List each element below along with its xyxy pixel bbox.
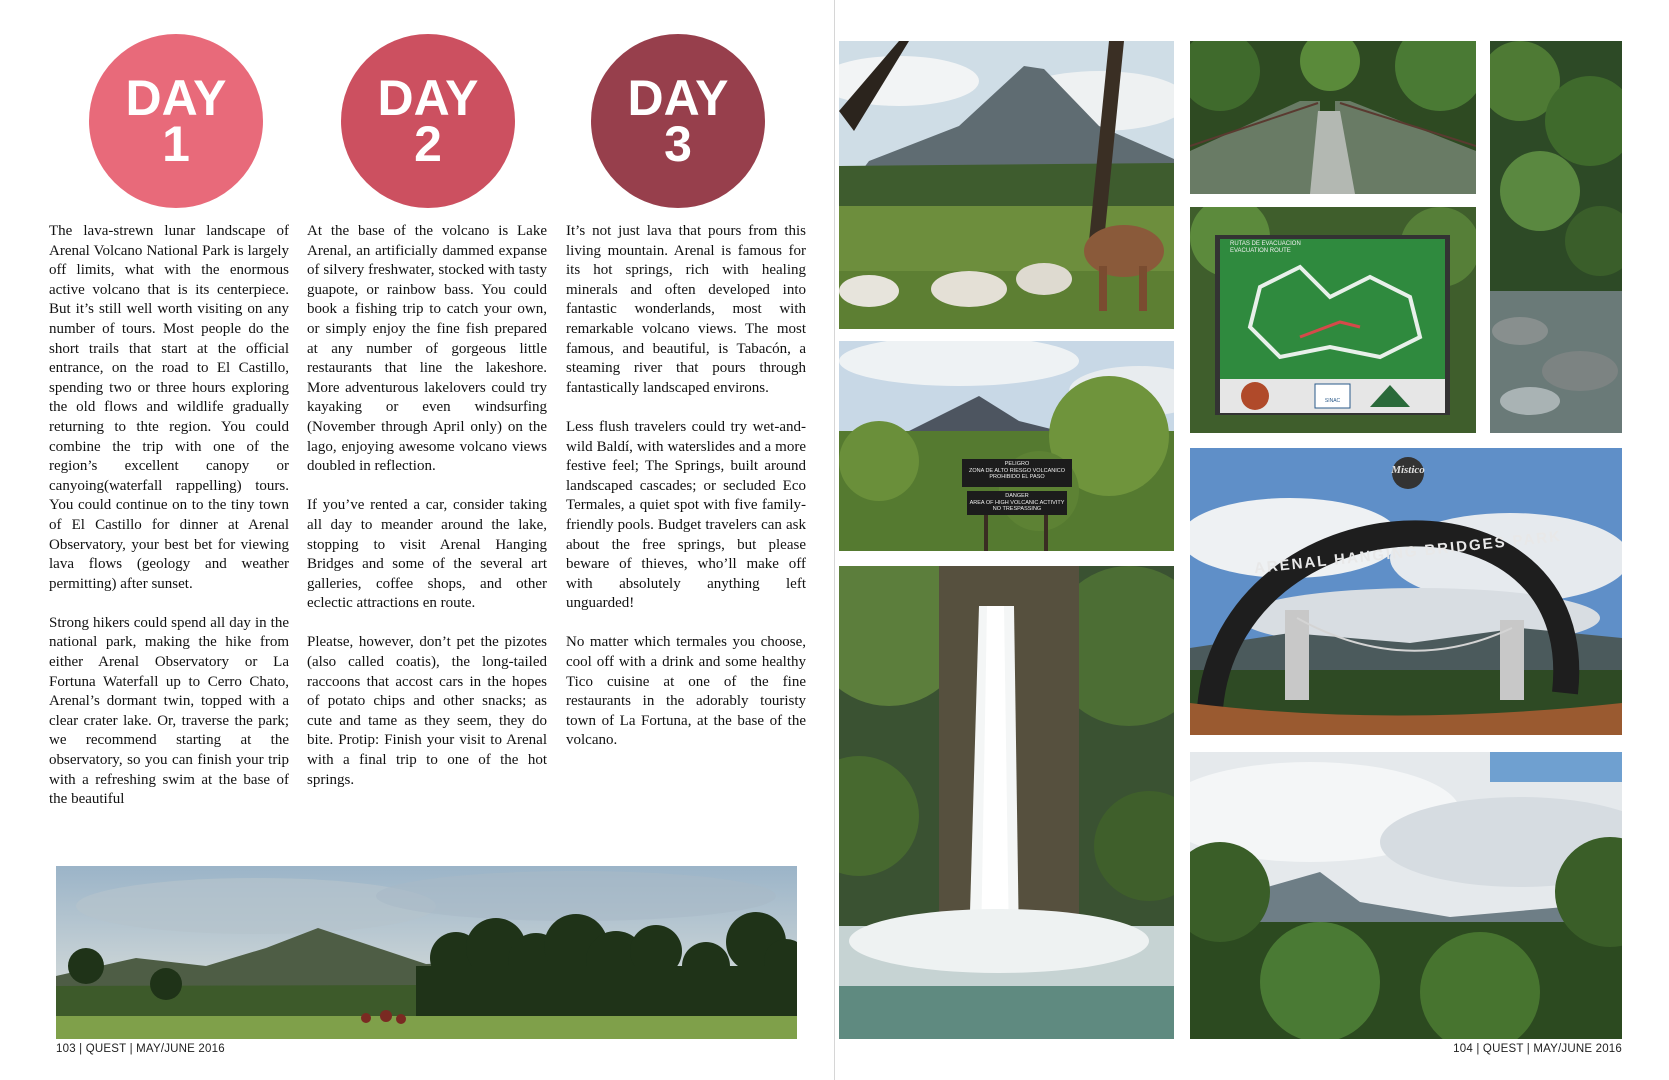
waterfall-photo xyxy=(839,566,1174,1039)
sign-text: PELIGRO xyxy=(1004,461,1030,467)
sinac-logo-text: SINAC xyxy=(1324,398,1341,404)
evacuation-map-photo xyxy=(1190,207,1476,433)
sign-text: EVACUATION ROUTE xyxy=(1230,248,1291,254)
rainforest-valley-photo xyxy=(1190,752,1622,1039)
footer-left-page-number: 103 | QUEST | MAY/JUNE 2016 xyxy=(56,1043,225,1055)
page-divider xyxy=(834,0,835,1080)
volcanic-zone-sign-top xyxy=(962,459,1072,489)
article-column-1 xyxy=(49,222,289,829)
volcanic-zone-sign-bottom xyxy=(967,491,1067,517)
sign-text: DANGER xyxy=(1005,493,1029,499)
article-paragraph: Strong hikers could spend all day in the national park, making the hike from either Arenal Observatory or La Fortuna Waterfall up to Cerro Chato, Arenal’s dormant twin, topped with a clear crater lake. Or, traverse the park; we recommend starting at the observatory, so you can finish your trip with a refreshing swim at the base of the beautiful xyxy=(49,614,289,808)
day-2-badge xyxy=(341,34,515,208)
article-paragraph: Less flush travelers could try wet-and-wild Baldí, with waterslides and a more festive feel; The Springs, built around landscaped cascades; or secluded Eco Termales, a quiet spot with five family-friendly pools. Budget travelers can ask about the free springs, but please beware of thieves, who’ll make off with absolutely anything left unguarded! xyxy=(566,418,806,612)
hanging-bridges-park-photo xyxy=(1190,448,1622,735)
hanging-bridge-photo xyxy=(1190,41,1476,194)
day-1-word: DAY xyxy=(125,70,227,126)
article-column-2 xyxy=(307,222,547,810)
article-paragraph: No matter which termales you choose, cool off with a drink and some healthy Tico cuisine at one of the fine restaurants in the adorably touristy town of La Fortuna, at the base of the volcano. xyxy=(566,634,806,749)
panorama-volcano-photo xyxy=(56,866,797,1039)
sign-text: NO TRESPASSING xyxy=(992,506,1042,512)
danger-sign-photo xyxy=(839,341,1174,551)
article-paragraph: At the base of the volcano is Lake Arenal, an artificially dammed expanse of silvery freshwater, stocked with tasty guapote, or rainbow bass. You could book a fishing trip to catch your own, or simply enjoy the fine fish prepared at any number of gorgeous little restaurants that line the lakeshore. More adventurous lakelovers could try kayaking or even windsurfing (November through April only) on the lago, enjoying awesome volcano views doubled in reflection. xyxy=(307,223,547,475)
forest-river-photo xyxy=(1490,41,1622,433)
evacuation-sign-title xyxy=(1230,241,1301,255)
day-1-number: 1 xyxy=(162,116,190,172)
sign-text: PROHIBIDO EL PASO xyxy=(989,474,1045,480)
day-3-word: DAY xyxy=(627,70,729,126)
footer-right-page-number: 104 | QUEST | MAY/JUNE 2016 xyxy=(1453,1043,1622,1055)
article-column-3 xyxy=(566,222,806,771)
day-1-badge xyxy=(89,34,263,208)
article-paragraph: It’s not just lava that pours from this living mountain. Arenal is famous for its hot springs, rich with healing minerals and often developed into fantastic wonderlands, most with remarkable volcano views. The most famous, and beautiful, is Tabacón, a steaming river that pours through fantastically landscaped environs. xyxy=(566,223,806,396)
mistico-logo: Mistico xyxy=(1391,464,1425,476)
day-3-number: 3 xyxy=(664,116,692,172)
bridges-park-arch-text: ARENAL HANGING BRIDGES PARK xyxy=(1253,527,1563,578)
article-paragraph: If you’ve rented a car, consider taking all day to meander around the lake, stopping to visit Arenal Hanging Bridges and some of the several art galleries, coffee shops, and other eclectic attractions en route. xyxy=(307,497,547,612)
sign-text: RUTAS DE EVACUACION xyxy=(1230,241,1301,247)
day-2-word: DAY xyxy=(377,70,479,126)
day-2-number: 2 xyxy=(414,116,442,172)
sign-text: ZONA DE ALTO RIESGO VOLCANICO xyxy=(968,467,1066,474)
volcano-cows-photo xyxy=(839,41,1174,329)
day-3-badge xyxy=(591,34,765,208)
article-paragraph: Pleatse, however, don’t pet the pizotes (also called coatis), the long-tailed raccoons that accost cars in the hopes of potato chips and other snacks; as cute and tame as they seem, they do bite. Protip: Finish your visit to Arenal with a final trip to one of the hot springs. xyxy=(307,634,547,788)
sign-text: AREA OF HIGH VOLCANIC ACTIVITY xyxy=(969,499,1065,506)
article-paragraph: The lava-strewn lunar landscape of Arenal Volcano National Park is largely off limits, what with the enormous active volcano that is its centerpiece. But it’s still well worth visiting on any number of tours. Most people do the short trails that start at the official entrance, on the road to El Castillo, spending two or three hours exploring the old flows and wildlife gradually returning to thte region. You could combine the trip with one of the region’s excellent canopy or canyoing(waterfall rappelling) tours. You could continue on to the tiny town of El Castillo for dinner at Arenal Observatory, your best bet for viewing lava flows (geology and weather permitting) after sunset. xyxy=(49,223,289,592)
